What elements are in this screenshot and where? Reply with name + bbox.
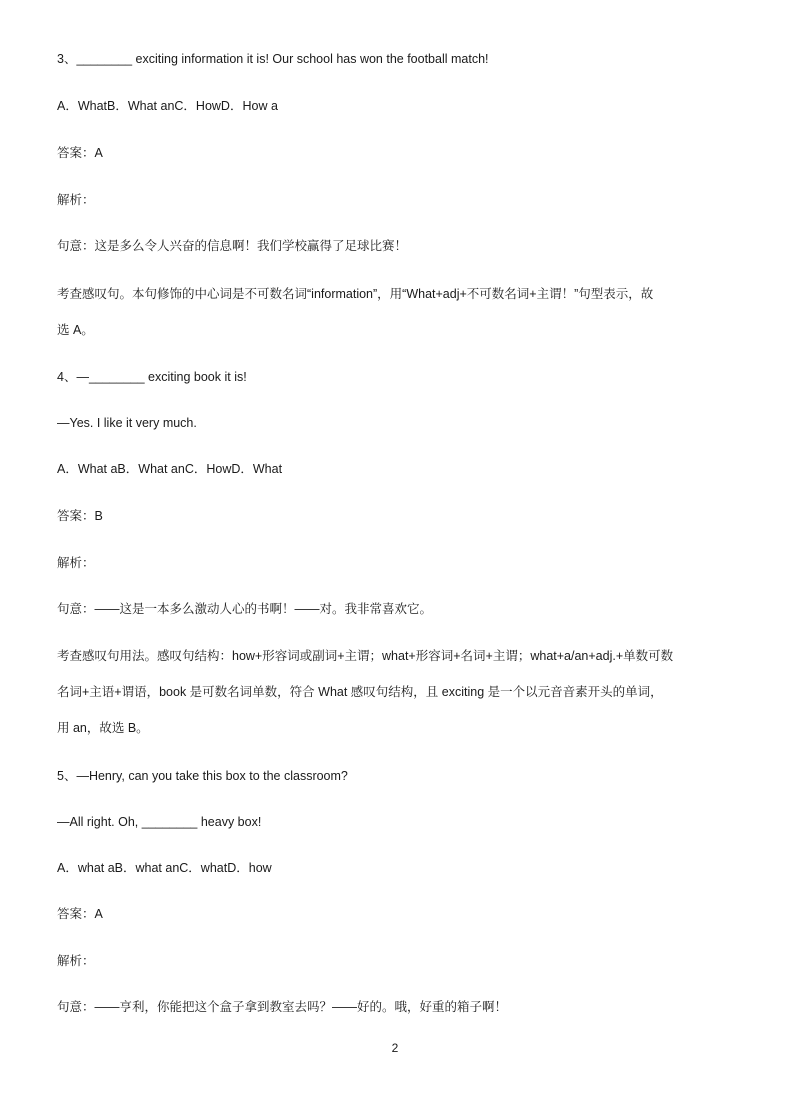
- question-5-stem: 5、—Henry, can you take this box to the classroom?: [57, 769, 348, 783]
- question-3-stem: 3、________ exciting information it is! Our school has won the football match!: [57, 52, 489, 66]
- question-3-options: A．WhatB．What anC．HowD．How a: [57, 99, 278, 113]
- question-3-analysis-label: 解析：: [57, 193, 95, 207]
- question-5-reply: —All right. Oh, ________ heavy box!: [57, 815, 262, 829]
- question-3-explanation-line-1: 考查感叹句。本句修饰的中心词是不可数名词“information”，用“What+adj+不可数名词+主谓！”句型表示，故: [57, 287, 654, 301]
- question-4-analysis-label: 解析：: [57, 556, 95, 570]
- question-4-options: A．What aB．What anC．HowD．What: [57, 462, 283, 476]
- question-3-explanation-line-2: 选 A。: [57, 323, 94, 337]
- question-4-reply: —Yes. I like it very much.: [57, 416, 197, 430]
- question-5-options: A．what aB．what anC．whatD．how: [57, 861, 272, 875]
- question-4-meaning: 句意：——这是一本多么激动人心的书啊！——对。我非常喜欢它。: [57, 602, 433, 616]
- question-3-meaning: 句意：这是多么令人兴奋的信息啊！我们学校赢得了足球比赛！: [57, 239, 408, 253]
- question-4-stem: 4、—________ exciting book it is!: [57, 370, 247, 384]
- question-3-answer: 答案：A: [57, 146, 103, 160]
- question-5-analysis-label: 解析：: [57, 954, 95, 968]
- question-5-answer: 答案：A: [57, 907, 103, 921]
- question-4-explanation-line-1: 考查感叹句用法。感叹句结构：how+形容词或副词+主谓；what+形容词+名词+主谓；what+a/an+adj.+单数可数: [57, 649, 674, 663]
- page-number: 2: [391, 1041, 399, 1055]
- question-4-explanation-line-2: 名词+主语+谓语，book 是可数名词单数，符合 What 感叹句结构，且 exciting 是一个以元音音素开头的单词，: [57, 685, 663, 699]
- question-4-explanation-line-3: 用 an，故选 B。: [57, 721, 149, 735]
- question-5-meaning: 句意：——亨利，你能把这个盒子拿到教室去吗？——好的。哦，好重的箱子啊！: [57, 1000, 508, 1014]
- question-4-answer: 答案：B: [57, 509, 103, 523]
